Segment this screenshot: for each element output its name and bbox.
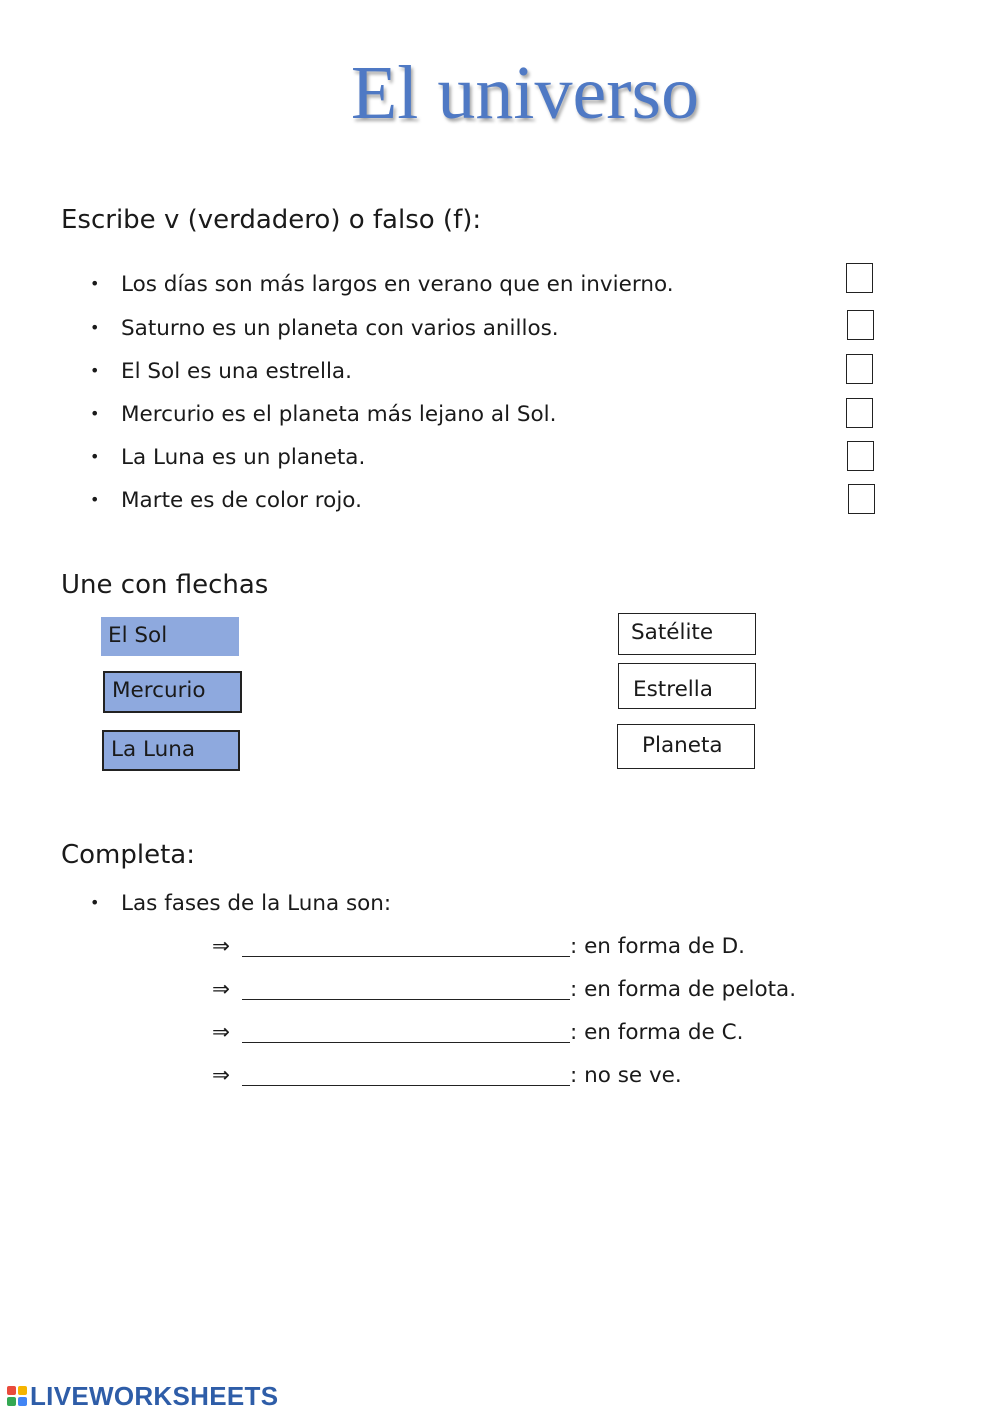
phase-description: : en forma de pelota.: [570, 977, 797, 1002]
phase-row: [212, 977, 796, 1003]
double-arrow-icon: ⇒: [212, 1020, 231, 1045]
statement-text: Marte es de color rojo.: [121, 488, 362, 513]
phase-answer-blank[interactable]: [242, 1020, 570, 1043]
phases-bullet-item: [90, 890, 391, 917]
bullet-icon: •: [90, 274, 100, 293]
logo-square-green: [7, 1397, 16, 1406]
statement-item: [90, 487, 362, 514]
liveworksheets-logo[interactable]: [7, 1381, 278, 1411]
match-left-mercurio[interactable]: Mercurio: [103, 671, 242, 713]
logo-square-yellow: [18, 1386, 27, 1395]
statement-item: [90, 358, 352, 385]
bullet-icon: •: [90, 490, 100, 509]
logo-text: LIVEWORKSHEETS: [30, 1380, 279, 1411]
statement-text: Saturno es un planeta con varios anillos.: [121, 316, 559, 341]
answer-box[interactable]: [848, 484, 875, 514]
phase-answer-blank[interactable]: [242, 977, 570, 1000]
phases-intro-text: Las fases de la Luna son:: [121, 891, 392, 916]
statement-item: [90, 444, 365, 471]
statement-item: [90, 315, 559, 342]
statement-text: El Sol es una estrella.: [121, 359, 352, 384]
page-title: El universo: [350, 51, 700, 135]
bullet-icon: •: [90, 404, 100, 423]
logo-squares-icon: [7, 1386, 27, 1406]
bullet-icon: •: [90, 318, 100, 337]
match-right-satelite[interactable]: Satélite: [618, 613, 756, 655]
statement-item: [90, 271, 674, 298]
bullet-icon: •: [90, 447, 100, 466]
statement-text: Los días son más largos en verano que en invierno.: [121, 272, 674, 297]
phase-description: : no se ve.: [570, 1063, 682, 1088]
section-heading-true-false: Escribe v (verdadero) o falso (f):: [61, 205, 482, 235]
double-arrow-icon: ⇒: [212, 977, 231, 1002]
answer-box[interactable]: [846, 263, 873, 293]
statement-item: [90, 401, 557, 428]
section-heading-complete: Completa:: [61, 840, 195, 870]
phase-row: [212, 934, 745, 960]
phase-description: : en forma de C.: [570, 1020, 744, 1045]
answer-box[interactable]: [846, 398, 873, 428]
double-arrow-icon: ⇒: [212, 1063, 231, 1088]
match-left-el-sol[interactable]: El Sol: [101, 617, 239, 656]
match-left-la-luna[interactable]: La Luna: [102, 730, 240, 771]
phase-row: [212, 1063, 682, 1089]
match-right-estrella[interactable]: Estrella: [618, 663, 756, 709]
statement-text: La Luna es un planeta.: [121, 445, 366, 470]
statement-text: Mercurio es el planeta más lejano al Sol.: [121, 402, 557, 427]
answer-box[interactable]: [846, 354, 873, 384]
phase-answer-blank[interactable]: [242, 1063, 570, 1086]
bullet-icon: •: [90, 893, 100, 912]
section-heading-match: Une con flechas: [61, 570, 269, 600]
logo-square-blue: [18, 1397, 27, 1406]
double-arrow-icon: ⇒: [212, 934, 231, 959]
match-right-planeta[interactable]: Planeta: [617, 724, 755, 769]
answer-box[interactable]: [847, 441, 874, 471]
phase-answer-blank[interactable]: [242, 934, 570, 957]
logo-square-red: [7, 1386, 16, 1395]
phase-description: : en forma de D.: [570, 934, 746, 959]
bullet-icon: •: [90, 361, 100, 380]
answer-box[interactable]: [847, 310, 874, 340]
phase-row: [212, 1020, 743, 1046]
